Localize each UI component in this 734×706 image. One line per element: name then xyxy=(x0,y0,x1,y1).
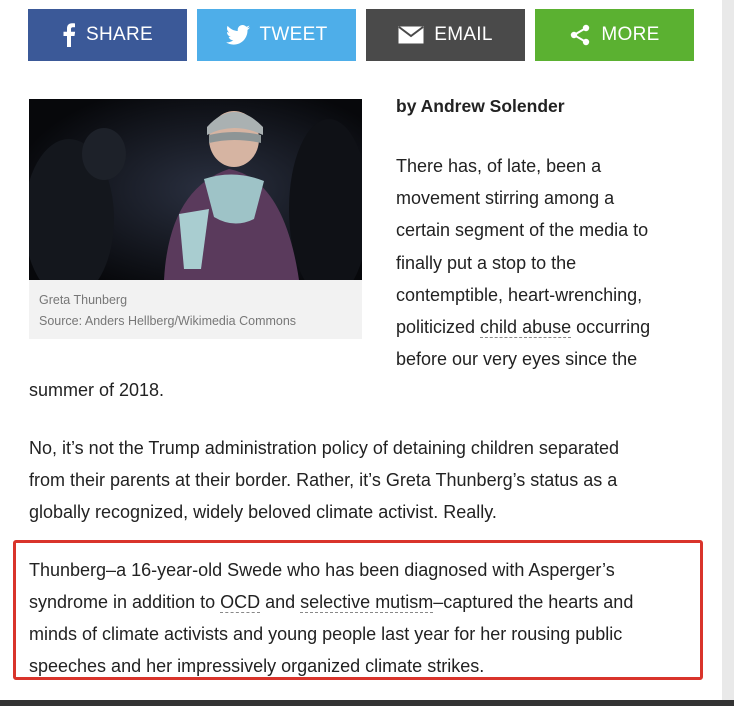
text-segment: –captured the hearts and xyxy=(433,592,634,612)
email-share-label: EMAIL xyxy=(434,24,493,45)
text-segment: syndrome in addition to xyxy=(29,592,221,612)
text-segment: occurring xyxy=(571,317,651,338)
paragraph-3-highlighted xyxy=(29,554,705,682)
scrollbar-track[interactable] xyxy=(722,0,734,706)
paragraph-line: minds of climate activists and young people last year for her rousing public xyxy=(29,624,623,644)
child-abuse-link[interactable]: child abuse xyxy=(480,317,572,338)
paragraph-line: speeches and her impressively organized climate strikes. xyxy=(29,656,485,676)
paragraph-line: globally recognized, widely beloved climate activist. Really. xyxy=(29,502,497,522)
share-bar xyxy=(28,9,694,61)
paragraph-line: certain segment of the media to xyxy=(396,220,649,241)
paragraph-1 xyxy=(396,150,706,375)
paragraph-1-tail: summer of 2018. xyxy=(29,380,165,400)
paragraph-line: from their parents at their border. Rather, it’s Greta Thunberg’s status as a xyxy=(29,470,618,490)
paragraph-line: before our very eyes since the xyxy=(396,349,638,370)
article-figure xyxy=(29,99,362,339)
paragraph-line: movement stirring among a xyxy=(396,188,615,209)
caption-subject: Greta Thunberg xyxy=(39,293,128,307)
author-byline: by Andrew Solender xyxy=(396,96,565,116)
text-segment: politicized xyxy=(396,317,481,338)
bottom-edge xyxy=(0,700,734,706)
share-nodes-icon xyxy=(569,24,591,46)
caption-source: Source: Anders Hellberg/Wikimedia Commons xyxy=(39,314,297,328)
text-segment: and xyxy=(260,592,301,612)
paragraph-line xyxy=(29,586,705,618)
paragraph-line: There has, of late, been a xyxy=(396,156,602,176)
more-share-button[interactable] xyxy=(535,9,694,61)
facebook-share-label: SHARE xyxy=(86,24,153,45)
selective-mutism-link[interactable]: selective mutism xyxy=(300,592,434,612)
paragraph-line xyxy=(396,311,706,343)
facebook-icon xyxy=(62,23,76,47)
facebook-share-button[interactable] xyxy=(28,9,187,61)
paragraph-line: finally put a stop to the xyxy=(396,252,577,273)
ocd-link[interactable]: OCD xyxy=(220,592,261,612)
paragraph-line: contemptible, heart-wrenching, xyxy=(396,284,643,305)
email-share-button[interactable] xyxy=(366,9,525,61)
twitter-bird-icon xyxy=(226,25,250,45)
twitter-tweet-label: TWEET xyxy=(259,24,328,45)
paragraph-line: No, it’s not the Trump administration policy of detaining children separated xyxy=(29,438,619,458)
envelope-icon xyxy=(398,26,424,44)
figure-caption xyxy=(39,290,296,332)
paragraph-line: Thunberg–a 16-year-old Swede who has been diagnosed with Asperger’s xyxy=(29,560,615,580)
twitter-tweet-button[interactable] xyxy=(197,9,356,61)
more-share-label: MORE xyxy=(601,24,660,45)
paragraph-2 xyxy=(29,432,709,528)
greta-thunberg-photo[interactable] xyxy=(29,99,362,280)
